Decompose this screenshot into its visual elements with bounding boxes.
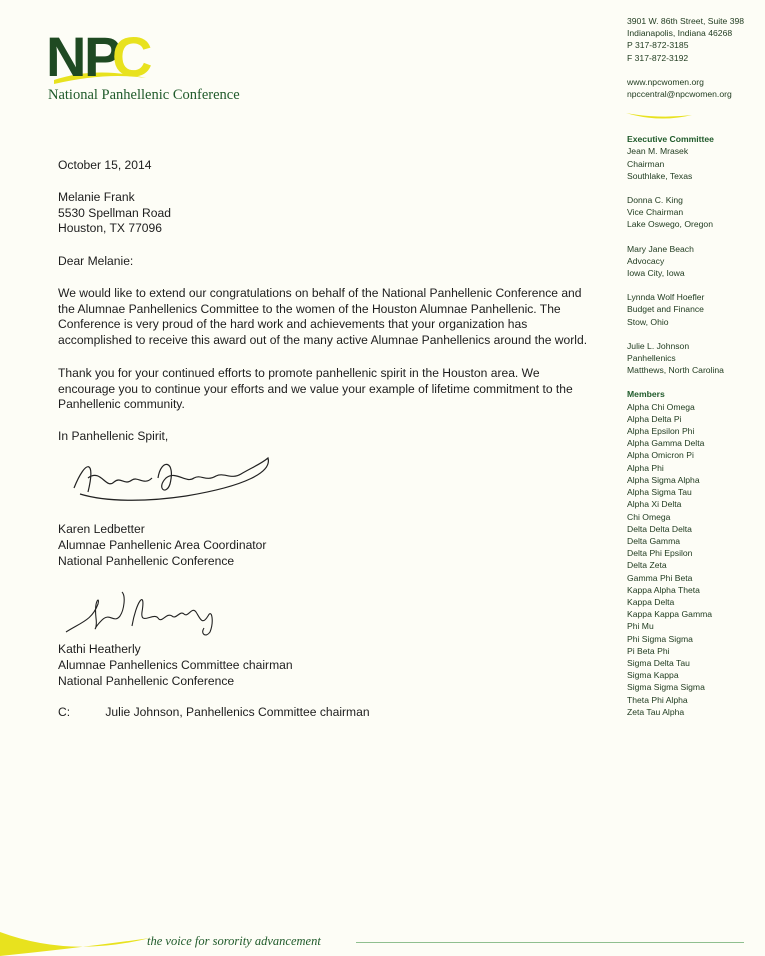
member-sorority: Alpha Gamma Delta bbox=[627, 438, 705, 449]
member-sorority: Alpha Chi Omega bbox=[627, 401, 695, 412]
member-sorority: Sigma Sigma Sigma bbox=[627, 682, 705, 693]
closing: In Panhellenic Spirit, bbox=[58, 429, 169, 443]
member-sorority: Theta Phi Alpha bbox=[627, 694, 688, 705]
member-sorority: Alpha Xi Delta bbox=[627, 499, 682, 510]
footer-swoosh-decoration bbox=[0, 918, 150, 956]
signer-organization: National Panhellenic Conference bbox=[58, 553, 235, 568]
salutation: Dear Melanie: bbox=[58, 254, 134, 268]
member-sorority: Alpha Sigma Tau bbox=[627, 487, 692, 498]
committee-member-role: Chairman bbox=[627, 158, 665, 169]
committee-member-location: Lake Oswego, Oregon bbox=[627, 219, 713, 230]
signer-title: Alumnae Panhellenic Area Coordinator bbox=[58, 537, 267, 552]
member-sorority: Pi Beta Phi bbox=[627, 645, 670, 656]
signer-name: Kathi Heatherly bbox=[58, 642, 141, 656]
email-link[interactable]: npccentral@npcwomen.org bbox=[627, 89, 732, 100]
address-line: 3901 W. 86th Street, Suite 398 bbox=[627, 16, 745, 26]
member-sorority: Alpha Phi bbox=[627, 462, 664, 473]
web-block bbox=[627, 76, 763, 100]
website-link[interactable]: www.npcwomen.org bbox=[627, 76, 704, 87]
committee-member-name: Mary Jane Beach bbox=[627, 243, 694, 254]
member-sorority: Delta Delta Delta bbox=[627, 523, 692, 534]
signer-block bbox=[58, 522, 266, 569]
member-sorority: Phi Mu bbox=[627, 621, 654, 632]
committee-member-role: Panhellenics bbox=[627, 353, 676, 364]
signer-title: Alumnae Panhellenics Committee chairman bbox=[58, 657, 293, 672]
committee-member bbox=[627, 243, 763, 280]
committee-member-location: Southlake, Texas bbox=[627, 170, 693, 181]
signer-name: Karen Ledbetter bbox=[58, 522, 145, 536]
member-sorority: Kappa Alpha Theta bbox=[627, 584, 700, 595]
sidebar-swoosh-decoration bbox=[624, 109, 694, 121]
svg-text:N: N bbox=[46, 25, 81, 88]
footer-tagline: the voice for sorority advancement bbox=[147, 934, 321, 948]
committee-member-location: Matthews, North Carolina bbox=[627, 365, 724, 376]
committee-member-name: Julie L. Johnson bbox=[627, 340, 690, 351]
committee-member-name: Lynnda Wolf Hoefler bbox=[627, 292, 705, 303]
member-sorority: Delta Zeta bbox=[627, 560, 667, 571]
member-sorority: Sigma Kappa bbox=[627, 670, 679, 681]
committee-member-name: Jean M. Mrasek bbox=[627, 146, 689, 157]
executive-committee-heading: Executive Committee bbox=[627, 134, 714, 145]
signature-kathi-heatherly bbox=[62, 582, 222, 642]
cc-line bbox=[58, 705, 370, 719]
member-sorority: Kappa Delta bbox=[627, 596, 675, 607]
member-sorority: Phi Sigma Sigma bbox=[627, 633, 693, 644]
phone-line: P 317-872-3185 bbox=[627, 40, 689, 51]
letterhead-sidebar bbox=[627, 15, 763, 718]
npc-logo bbox=[46, 18, 156, 90]
address-block bbox=[627, 15, 763, 64]
committee-member-role: Advocacy bbox=[627, 255, 665, 266]
svg-text:C: C bbox=[112, 25, 153, 88]
recipient-name: Melanie Frank bbox=[58, 190, 135, 204]
committee-member-name: Donna C. King bbox=[627, 195, 683, 206]
member-sorority: Alpha Omicron Pi bbox=[627, 450, 694, 461]
signer-block bbox=[58, 642, 293, 689]
body-paragraph: We would like to extend our congratulations on behalf of the National Panhellenic Conference and the Alumnae Panhellenics Committee to the women of the Houston Alumnae Panhellenic. The Conference is very proud of the hard work and achievements that your organization has accomplished to receive this award out of the many active Alumnae Panhellenics around the world. bbox=[58, 286, 588, 347]
member-sorority: Sigma Delta Tau bbox=[627, 657, 690, 668]
organization-name: National Panhellenic Conference bbox=[48, 87, 240, 103]
footer-divider bbox=[356, 942, 744, 943]
committee-member bbox=[627, 194, 763, 231]
member-sorority: Kappa Kappa Gamma bbox=[627, 609, 713, 620]
cc-label: C: bbox=[58, 705, 71, 719]
committee-member bbox=[627, 340, 763, 377]
signer-organization: National Panhellenic Conference bbox=[58, 673, 235, 688]
member-sorority: Chi Omega bbox=[627, 511, 671, 522]
recipient-street: 5530 Spellman Road bbox=[58, 205, 171, 220]
committee-member-location: Stow, Ohio bbox=[627, 316, 669, 327]
members-heading: Members bbox=[627, 389, 665, 400]
member-sorority: Gamma Phi Beta bbox=[627, 572, 693, 583]
committee-member bbox=[627, 145, 763, 182]
member-sorority: Delta Phi Epsilon bbox=[627, 548, 693, 559]
member-sorority: Alpha Sigma Alpha bbox=[627, 474, 700, 485]
svg-text:P: P bbox=[84, 25, 116, 88]
body-paragraph: Thank you for your continued efforts to promote panhellenic spirit in the Houston area. We encourage you to continue your efforts and we value your example of lifetime commitment to the Panhellenic community. bbox=[58, 366, 573, 412]
committee-member-location: Iowa City, Iowa bbox=[627, 268, 685, 279]
address-line: Indianapolis, Indiana 46268 bbox=[627, 28, 733, 39]
committee-member-role: Vice Chairman bbox=[627, 207, 684, 218]
cc-recipient: Julie Johnson, Panhellenics Committee chairman bbox=[105, 705, 370, 719]
recipient-address bbox=[58, 190, 171, 237]
signature-karen-ledbetter bbox=[66, 448, 276, 508]
committee-member-role: Budget and Finance bbox=[627, 304, 704, 315]
member-sorority: Alpha Epsilon Phi bbox=[627, 426, 695, 437]
fax-line: F 317-872-3192 bbox=[627, 52, 689, 63]
recipient-city: Houston, TX 77096 bbox=[58, 221, 162, 236]
member-sorority: Alpha Delta Pi bbox=[627, 413, 682, 424]
letter-date: October 15, 2014 bbox=[58, 158, 152, 172]
members-list bbox=[627, 401, 763, 718]
member-sorority: Delta Gamma bbox=[627, 535, 681, 546]
committee-member bbox=[627, 291, 763, 328]
member-sorority: Zeta Tau Alpha bbox=[627, 706, 685, 717]
